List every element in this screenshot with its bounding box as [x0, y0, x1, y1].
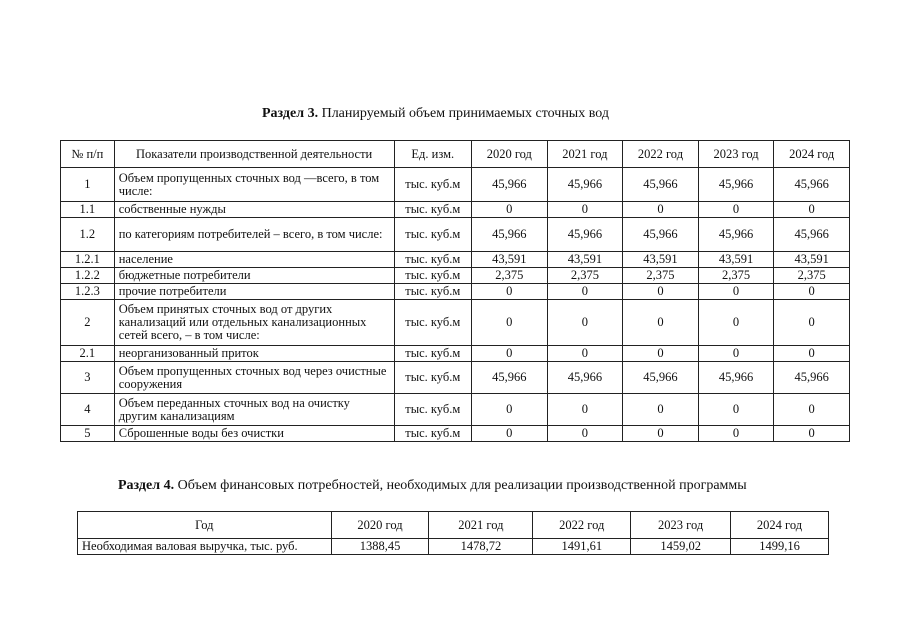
value-cell: 45,966 [472, 218, 548, 252]
value-cell: 45,966 [698, 362, 774, 394]
value-cell: 0 [472, 426, 548, 442]
value-cell: 0 [623, 394, 699, 426]
row-number: 5 [61, 426, 115, 442]
row-number: 1.2.1 [61, 252, 115, 268]
value-cell: 0 [472, 300, 548, 346]
indicator-name: население [114, 252, 394, 268]
header-cell: 2021 год [547, 141, 623, 168]
table-row [61, 218, 850, 252]
value-cell: 0 [547, 346, 623, 362]
row-number: 2 [61, 300, 115, 346]
value-cell: 0 [698, 394, 774, 426]
row-number: 3 [61, 362, 115, 394]
unit-cell: тыс. куб.м [394, 394, 471, 426]
header-cell: 2020 год [472, 141, 548, 168]
unit-cell: тыс. куб.м [394, 284, 471, 300]
indicator-name: Объем принятых сточных вод от других канализаций или отдельных канализационных сетей всего, – в том числе: [114, 300, 394, 346]
value-cell: 43,591 [774, 252, 850, 268]
value-cell: 2,375 [472, 268, 548, 284]
value-cell: 45,966 [623, 218, 699, 252]
value-cell: 1459,02 [631, 539, 731, 555]
indicator-name: бюджетные потребители [114, 268, 394, 284]
value-cell: 0 [623, 426, 699, 442]
table-row [61, 252, 850, 268]
value-cell: 0 [623, 300, 699, 346]
value-cell: 2,375 [698, 268, 774, 284]
indicator-name: Объем пропущенных сточных вод через очистные сооружения [114, 362, 394, 394]
value-cell: 43,591 [472, 252, 548, 268]
value-cell: 0 [774, 300, 850, 346]
financial-needs-table [77, 511, 829, 555]
header-cell: Показатели производственной деятельности [114, 141, 394, 168]
indicator-name: Объем пропущенных сточных вод —всего, в том числе: [114, 168, 394, 202]
value-cell: 45,966 [547, 218, 623, 252]
unit-cell: тыс. куб.м [394, 218, 471, 252]
header-cell: 2023 год [698, 141, 774, 168]
value-cell: 0 [547, 394, 623, 426]
value-cell: 0 [698, 202, 774, 218]
table-row [61, 202, 850, 218]
unit-cell: тыс. куб.м [394, 426, 471, 442]
wastewater-volume-table [60, 140, 850, 442]
value-cell: 0 [472, 284, 548, 300]
unit-cell: тыс. куб.м [394, 346, 471, 362]
value-cell: 45,966 [623, 168, 699, 202]
value-cell: 45,966 [774, 362, 850, 394]
row-number: 4 [61, 394, 115, 426]
table-row [78, 539, 829, 555]
header-cell: 2024 год [774, 141, 850, 168]
header-cell: № п/п [61, 141, 115, 168]
value-cell: 0 [547, 426, 623, 442]
value-cell: 0 [774, 426, 850, 442]
indicator-name: прочие потребители [114, 284, 394, 300]
value-cell: 45,966 [774, 168, 850, 202]
value-cell: 0 [472, 394, 548, 426]
section3-heading [262, 106, 609, 122]
row-number: 2.1 [61, 346, 115, 362]
indicator-name: Необходимая валовая выручка, тыс. руб. [78, 539, 332, 555]
table-row [61, 394, 850, 426]
row-number: 1.2.2 [61, 268, 115, 284]
unit-cell: тыс. куб.м [394, 300, 471, 346]
value-cell: 1491,61 [533, 539, 631, 555]
section3-title: Планируемый объем принимаемых сточных вод [321, 106, 609, 121]
value-cell: 0 [698, 426, 774, 442]
value-cell: 0 [547, 284, 623, 300]
value-cell: 45,966 [698, 218, 774, 252]
value-cell: 45,966 [774, 218, 850, 252]
table-row [61, 268, 850, 284]
value-cell: 43,591 [623, 252, 699, 268]
unit-cell: тыс. куб.м [394, 362, 471, 394]
unit-cell: тыс. куб.м [394, 268, 471, 284]
value-cell: 0 [472, 346, 548, 362]
value-cell: 0 [623, 346, 699, 362]
header-cell: Год [78, 512, 332, 539]
header-cell: 2020 год [331, 512, 429, 539]
indicator-name: Объем переданных сточных вод на очистку другим канализациям [114, 394, 394, 426]
table-row [61, 168, 850, 202]
header-cell: 2021 год [429, 512, 533, 539]
section4-heading [118, 478, 747, 494]
table-header-row [78, 512, 829, 539]
value-cell: 2,375 [623, 268, 699, 284]
value-cell: 0 [698, 284, 774, 300]
table-row [61, 426, 850, 442]
row-number: 1.2.3 [61, 284, 115, 300]
value-cell: 1478,72 [429, 539, 533, 555]
table-row [61, 362, 850, 394]
value-cell: 0 [774, 284, 850, 300]
value-cell: 45,966 [472, 362, 548, 394]
section3-label: Раздел 3. [262, 106, 319, 121]
value-cell: 1499,16 [731, 539, 829, 555]
section4-label: Раздел 4. [118, 478, 175, 493]
value-cell: 0 [698, 346, 774, 362]
row-number: 1.1 [61, 202, 115, 218]
value-cell: 0 [698, 300, 774, 346]
value-cell: 2,375 [774, 268, 850, 284]
value-cell: 0 [623, 202, 699, 218]
indicator-name: по категориям потребителей – всего, в том числе: [114, 218, 394, 252]
header-cell: Ед. изм. [394, 141, 471, 168]
header-cell: 2022 год [533, 512, 631, 539]
value-cell: 0 [547, 202, 623, 218]
table-row [61, 300, 850, 346]
value-cell: 0 [623, 284, 699, 300]
table-row [61, 284, 850, 300]
row-number: 1 [61, 168, 115, 202]
value-cell: 0 [547, 300, 623, 346]
value-cell: 45,966 [547, 168, 623, 202]
unit-cell: тыс. куб.м [394, 252, 471, 268]
value-cell: 43,591 [698, 252, 774, 268]
value-cell: 2,375 [547, 268, 623, 284]
unit-cell: тыс. куб.м [394, 168, 471, 202]
value-cell: 45,966 [472, 168, 548, 202]
value-cell: 0 [472, 202, 548, 218]
table-header-row [61, 141, 850, 168]
header-cell: 2023 год [631, 512, 731, 539]
indicator-name: собственные нужды [114, 202, 394, 218]
value-cell: 0 [774, 346, 850, 362]
value-cell: 0 [774, 202, 850, 218]
header-cell: 2024 год [731, 512, 829, 539]
table-row [61, 346, 850, 362]
value-cell: 1388,45 [331, 539, 429, 555]
value-cell: 45,966 [698, 168, 774, 202]
indicator-name: неорганизованный приток [114, 346, 394, 362]
value-cell: 45,966 [623, 362, 699, 394]
unit-cell: тыс. куб.м [394, 202, 471, 218]
indicator-name: Сброшенные воды без очистки [114, 426, 394, 442]
value-cell: 45,966 [547, 362, 623, 394]
header-cell: 2022 год [623, 141, 699, 168]
value-cell: 0 [774, 394, 850, 426]
row-number: 1.2 [61, 218, 115, 252]
value-cell: 43,591 [547, 252, 623, 268]
section4-title: Объем финансовых потребностей, необходимых для реализации производственной программы [177, 478, 747, 493]
